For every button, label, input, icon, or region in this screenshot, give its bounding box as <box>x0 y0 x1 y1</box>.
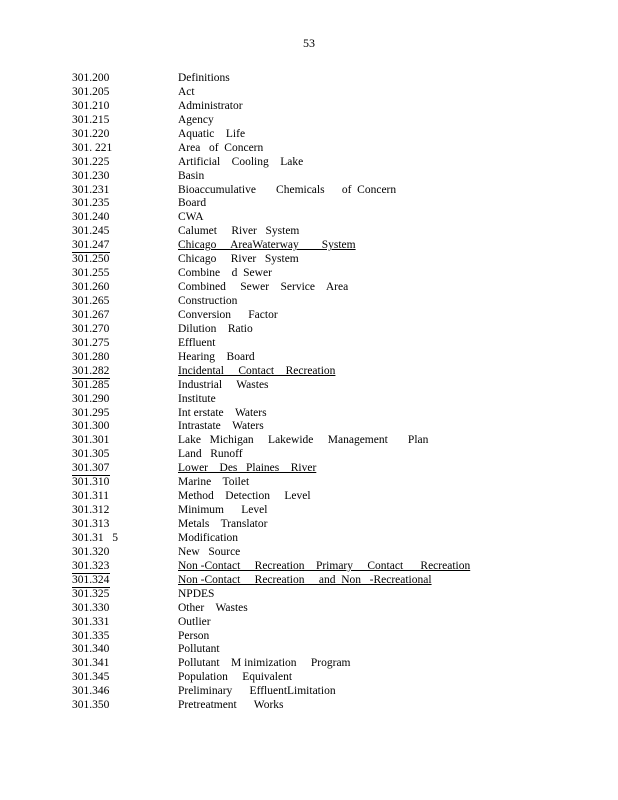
list-item <box>72 643 472 657</box>
definition-term: Basin <box>178 169 205 182</box>
section-number: 301.255 <box>72 267 110 280</box>
list-item <box>72 560 472 574</box>
section-number: 301.270 <box>72 322 110 335</box>
section-number: 301.301 <box>72 434 110 447</box>
list-item <box>72 156 472 170</box>
section-number: 301.340 <box>72 643 110 656</box>
section-number: 301.335 <box>72 629 110 642</box>
definition-term: Calumet River System <box>178 225 300 238</box>
section-number: 301.275 <box>72 336 110 349</box>
list-item <box>72 602 472 616</box>
list-item <box>72 420 472 434</box>
list-item <box>72 114 472 128</box>
list-item <box>72 476 472 490</box>
list-item <box>72 630 472 644</box>
section-number: 301.323 <box>72 559 110 572</box>
definition-term: Institute <box>178 392 216 405</box>
section-number: 301.230 <box>72 169 110 182</box>
definition-term: Construction <box>178 295 238 307</box>
list-item <box>72 685 472 699</box>
definition-term: Dilution Ratio <box>178 322 253 335</box>
section-number: 301.300 <box>72 420 110 433</box>
definition-term: Int erstate Waters <box>178 406 267 419</box>
definition-term: Effluent <box>178 336 216 349</box>
definition-term: Non -Contact Recreation and Non -Recreational <box>178 573 432 586</box>
list-item <box>72 393 472 407</box>
definition-term: Administrator <box>178 99 243 112</box>
definition-term: Minimum Level <box>178 504 268 517</box>
definition-term: Area of Concern <box>178 141 264 154</box>
list-item <box>72 574 472 588</box>
definition-term: Conversion Factor <box>178 308 278 321</box>
definition-term: Intrastate Waters <box>178 420 264 433</box>
section-number: 301.231 <box>72 183 110 196</box>
list-item <box>72 588 472 602</box>
definition-term: Lake Michigan Lakewide Management Plan <box>178 434 429 447</box>
list-item <box>72 490 472 504</box>
definition-term: Person <box>178 629 210 642</box>
definition-term: Act <box>178 85 195 98</box>
section-number: 301.215 <box>72 113 110 126</box>
section-number: 301.312 <box>72 504 110 517</box>
section-number: 301.280 <box>72 350 110 363</box>
list-item <box>72 448 472 462</box>
definition-term: Pollutant <box>178 643 220 656</box>
section-number: 301.220 <box>72 127 110 140</box>
list-item <box>72 211 472 225</box>
section-number: 301.247 <box>72 239 110 252</box>
list-item <box>72 197 472 211</box>
section-number: 301.265 <box>72 295 110 307</box>
definition-term: Chicago AreaWaterway System <box>178 239 356 252</box>
list-item <box>72 100 472 114</box>
section-number: 301.210 <box>72 99 110 112</box>
definition-term: Marine Toilet <box>178 476 250 489</box>
list-item <box>72 699 472 713</box>
section-number: 301.345 <box>72 671 110 684</box>
list-item <box>72 86 472 100</box>
list-item <box>72 462 472 476</box>
section-number: 301.311 <box>72 490 109 503</box>
definition-term: Metals Translator <box>178 518 268 530</box>
definition-term: Population Equivalent <box>178 671 293 684</box>
definition-term: Land Runoff <box>178 448 243 461</box>
section-number: 301.225 <box>72 155 110 168</box>
definitions-list <box>72 72 472 713</box>
definition-term: Combined Sewer Service Area <box>178 281 349 294</box>
definition-term: Definitions <box>178 72 230 84</box>
list-item <box>72 267 472 281</box>
definition-term: Board <box>178 197 207 210</box>
list-item <box>72 518 472 532</box>
section-number: 301.245 <box>72 225 110 238</box>
list-item <box>72 323 472 337</box>
section-number: 301.341 <box>72 657 110 670</box>
list-item <box>72 434 472 448</box>
section-number: 301.310 <box>72 476 110 489</box>
definition-term: Bioaccumulative Chemicals of Concern <box>178 183 397 196</box>
section-number: 301.290 <box>72 392 110 405</box>
section-number: 301.330 <box>72 601 110 614</box>
list-item <box>72 239 472 253</box>
section-number: 301.307 <box>72 462 110 475</box>
definition-term: Other Wastes <box>178 601 248 614</box>
definition-term: Preliminary EffluentLimitation <box>178 685 336 698</box>
list-item <box>72 616 472 630</box>
section-number: 301.260 <box>72 281 110 294</box>
definition-term: Aquatic Life <box>178 127 246 140</box>
list-item <box>72 657 472 671</box>
section-number: 301.267 <box>72 308 110 321</box>
definition-term: Lower Des Plaines River <box>178 462 317 475</box>
list-item <box>72 128 472 142</box>
section-number: 301.285 <box>72 378 110 391</box>
section-number: 301.250 <box>72 253 110 266</box>
definition-term: Non -Contact Recreation Primary Contact Recreation <box>178 559 471 572</box>
section-number: 301. 221 <box>72 141 113 154</box>
definition-term: Hearing Board <box>178 350 255 363</box>
list-item <box>72 170 472 184</box>
section-number: 301.240 <box>72 211 110 224</box>
definition-term: Artificial Cooling Lake <box>178 155 304 168</box>
list-item <box>72 351 472 365</box>
list-item <box>72 281 472 295</box>
list-item <box>72 253 472 267</box>
section-number: 301.31 5 <box>72 531 118 544</box>
section-number: 301.295 <box>72 406 110 419</box>
list-item <box>72 504 472 518</box>
list-item <box>72 184 472 198</box>
section-number: 301.325 <box>72 587 110 600</box>
section-number: 301.350 <box>72 699 110 712</box>
list-item <box>72 365 472 379</box>
definition-term: Pretreatment Works <box>178 699 284 712</box>
list-item <box>72 142 472 156</box>
definition-term: Industrial Wastes <box>178 378 269 391</box>
section-number: 301.282 <box>72 364 110 377</box>
list-item <box>72 532 472 546</box>
section-number: 301.205 <box>72 85 110 98</box>
section-number: 301.331 <box>72 615 110 628</box>
list-item <box>72 379 472 393</box>
list-item <box>72 546 472 560</box>
list-item <box>72 671 472 685</box>
section-number: 301.346 <box>72 685 110 698</box>
list-item <box>72 225 472 239</box>
list-item <box>72 337 472 351</box>
definition-term: Agency <box>178 113 214 126</box>
list-item <box>72 295 472 309</box>
list-item <box>72 309 472 323</box>
definition-term: Pollutant M inimization Program <box>178 657 351 670</box>
definition-term: Incidental Contact Recreation <box>178 364 336 377</box>
page-number: 53 <box>303 36 315 50</box>
definition-term: Combine d Sewer <box>178 267 272 280</box>
definition-term: Chicago River System <box>178 253 299 266</box>
list-item <box>72 72 472 86</box>
section-number: 301.200 <box>72 72 110 84</box>
definition-term: NPDES <box>178 587 215 600</box>
definition-term: Outlier <box>178 615 211 628</box>
section-number: 301.324 <box>72 573 110 586</box>
section-number: 301.313 <box>72 518 110 530</box>
definition-term: CWA <box>178 211 204 224</box>
definition-term: Modification <box>178 531 239 544</box>
definition-term: New Source <box>178 545 241 558</box>
list-item <box>72 407 472 421</box>
definition-term: Method Detection Level <box>178 490 311 503</box>
section-number: 301.235 <box>72 197 110 210</box>
section-number: 301.305 <box>72 448 110 461</box>
section-number: 301.320 <box>72 545 110 558</box>
